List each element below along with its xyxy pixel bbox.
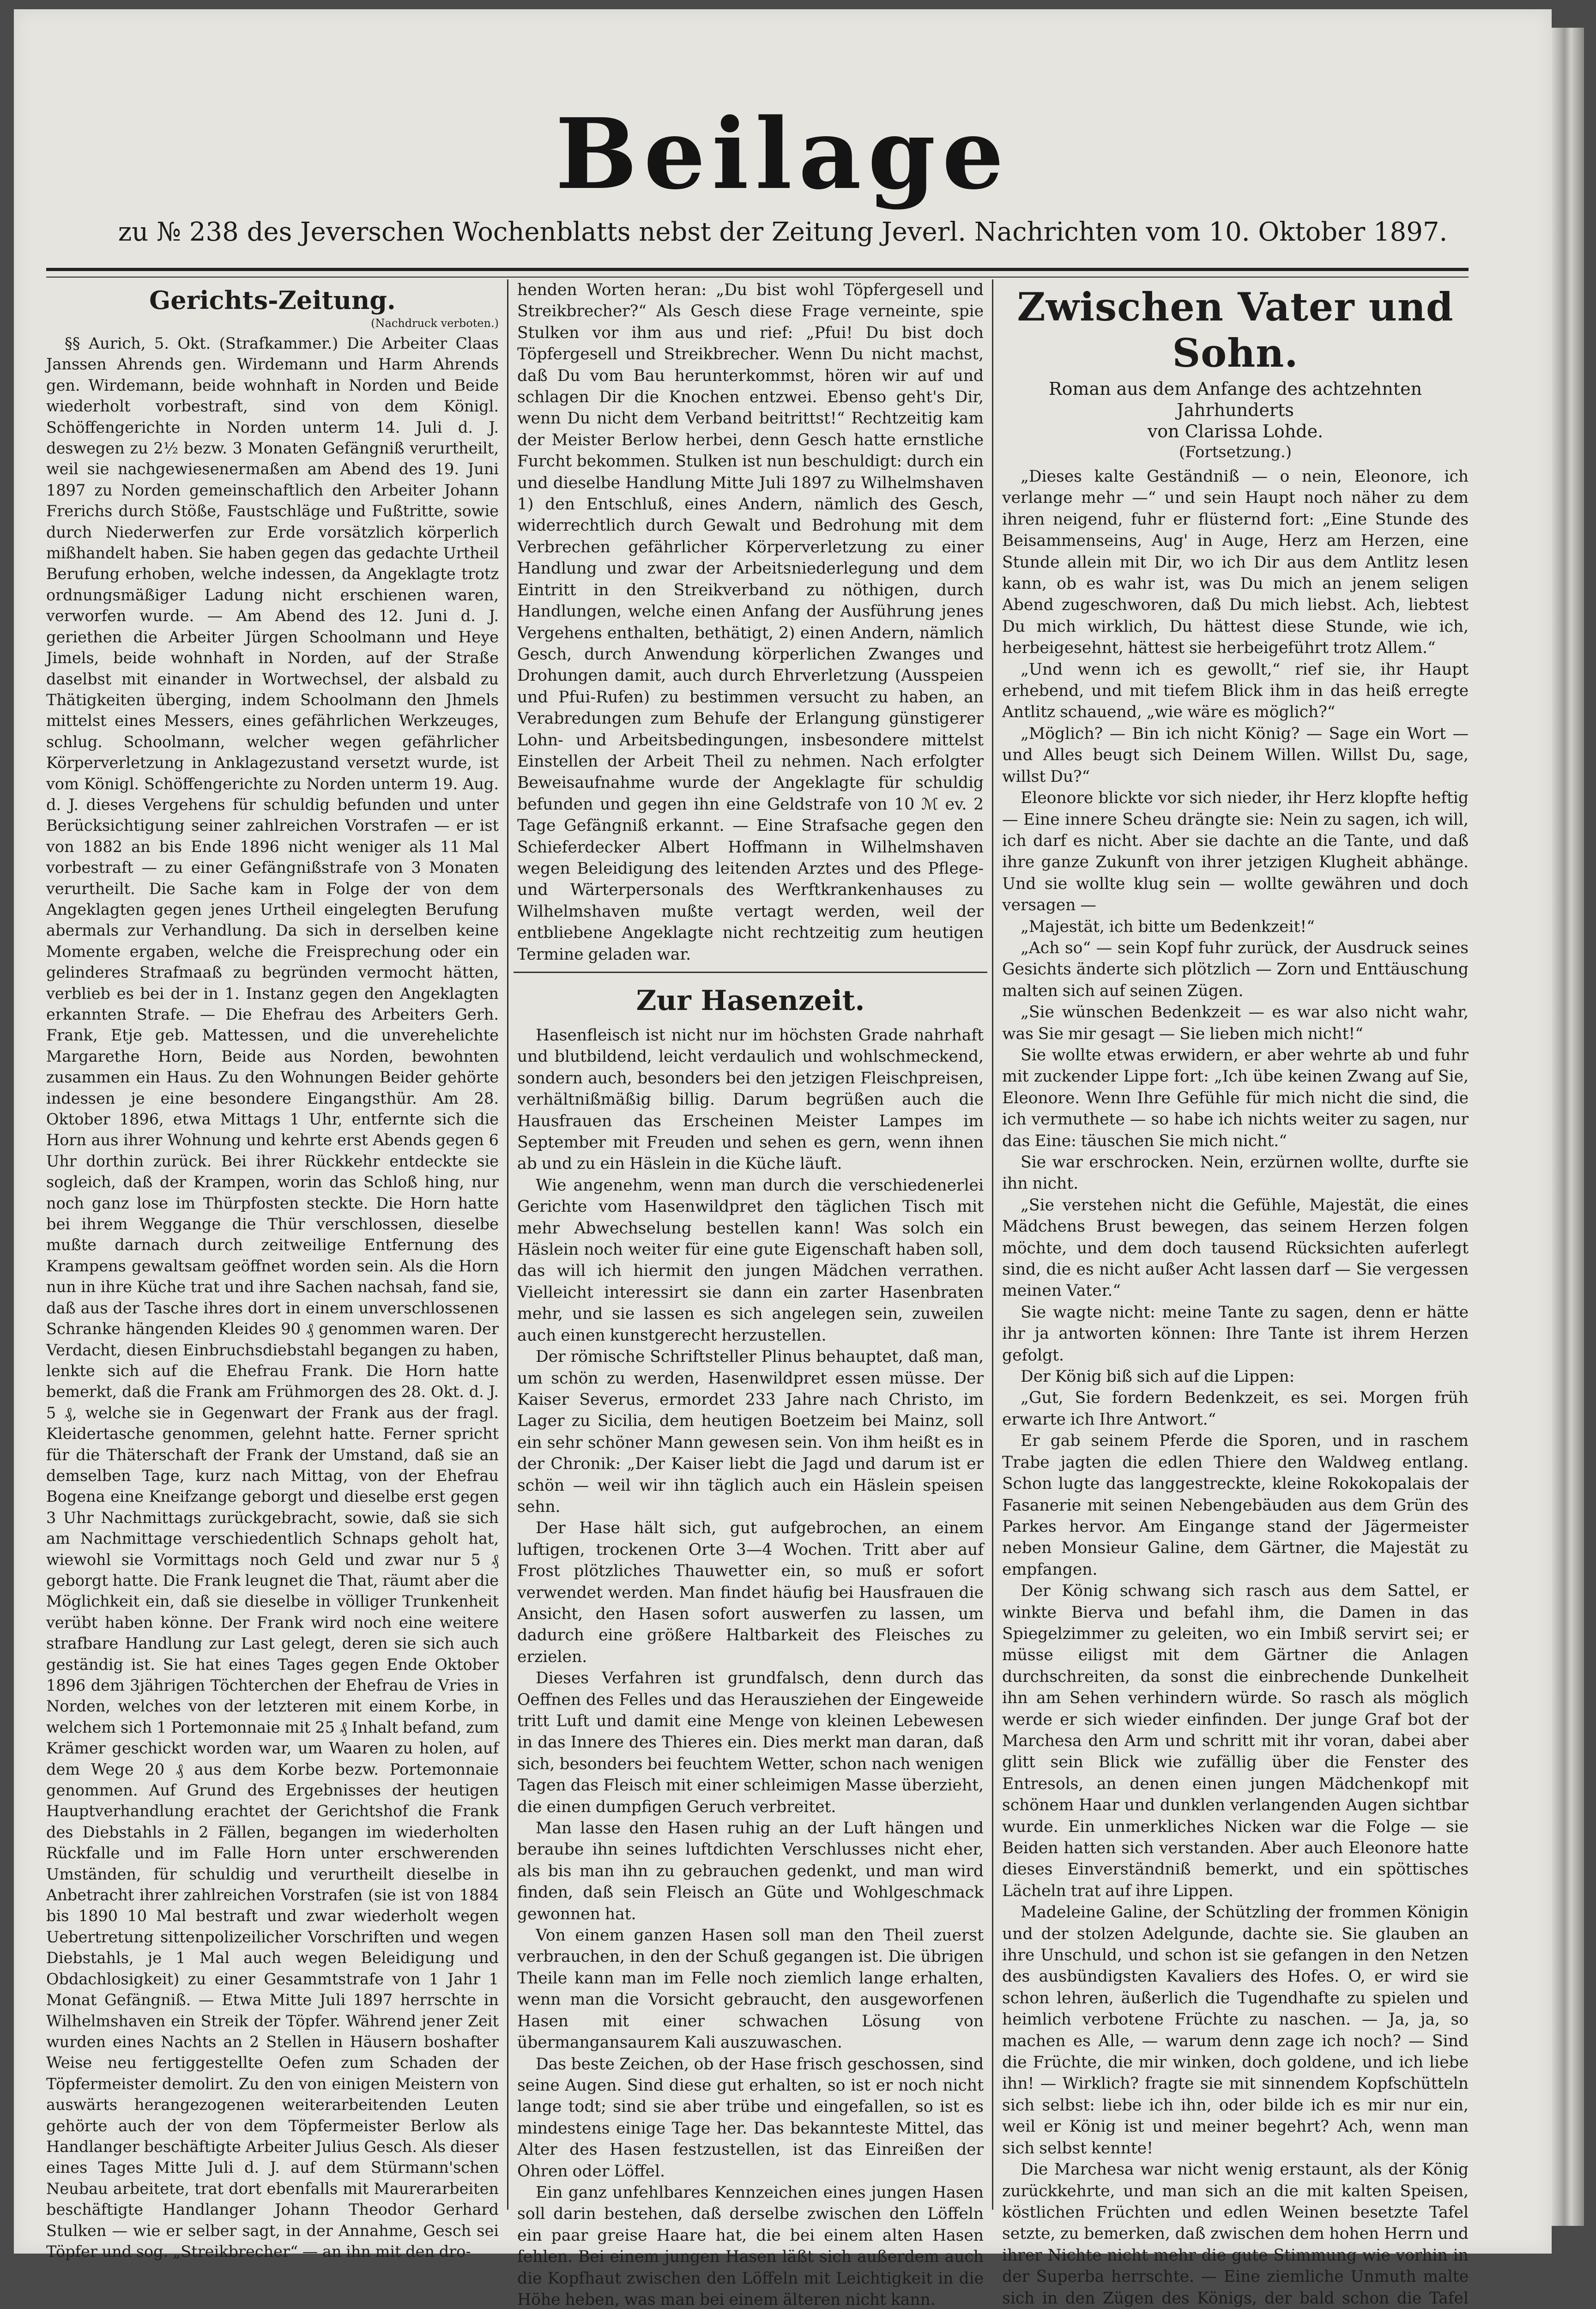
novel-paragraph: „Sie wünschen Bedenkzeit — es war also nicht wahr, was Sie mir gesagt — Sie lieben mich nicht!“ [1002,1003,1469,1043]
novel-paragraph: Sie war erschrocken. Nein, erzürnen wollte, durfte sie ihn nicht. [1002,1153,1469,1193]
novel-paragraph: „Ach so“ — sein Kopf fuhr zurück, der Ausdruck seines Gesichts änderte sich plötzlich — Zorn und Enttäuschung malten sich auf seinen Zügen. [1002,938,1469,1000]
hare-paragraph: Ein ganz unfehlbares Kennzeichen eines jungen Hasen soll darin bestehen, daß derselbe zwischen den Löffeln ein paar greise Haare hat, die bei einem alten Hasen fehlen. Bei einem jungen Hasen läßt sich außerdem auch die Kopfhaut zwischen den Löffeln mit Leichtigkeit in die Höhe heben, was man bei einem älteren nicht kann. [517,2183,984,2309]
column-novel [1002,279,1469,2308]
novel-paragraph: Madeleine Galine, der Schützling der frommen Königin und der stolzen Adelgunde, dachte sie. Sie glauben an ihre Unschuld, und schon ist sie gefangen in den Netzen des ausbündigsten Kavaliers des Hofes. O, er wird sie schon lehren, äußerlich die Tugendhafte zu spielen und heimlich verbotene Früchte zu naschen. — Ja, ja, so machen es Alle, — warum denn zage ich noch? — Sind die Früchte, die mir winken, doch goldene, und ich liebe ihn! — Wirklich? fragte sie mit sinnendem Kopfschütteln sich selbst: liebe ich ihn, oder bilde ich es mir nur ein, weil er König ist und meiner begehrt? Ach, wenn man sich selbst kennte! [1002,1903,1469,2158]
hare-paragraph: Von einem ganzen Hasen soll man den Theil zuerst verbrauchen, in den der Schuß gegangen ist. Die übrigen Theile kann man im Felle noch ziemlich lange erhalten, wenn man die Vorsicht gebraucht, den ausgeworfenen Hasen mit einer schwachen Lösung von übermangansaurem Kali auszuwaschen. [517,1926,984,2052]
newspaper-page [14,9,1552,2309]
novel-paragraph: Sie wagte nicht: meine Tante zu sagen, denn er hätte ihr ja antworten können: Ihre Tante ist ihrem Herzen gefolgt. [1002,1303,1469,1365]
column-middle [517,279,984,2309]
hare-paragraph: Der römische Schriftsteller Plinus behauptet, daß man, um schön zu werden, Hasenwildpret essen müsse. Der Kaiser Severus, ermordet 233 Jahre nach Christo, im Lager zu Sicilia, dem heutigen Boetzeim bei Mainz, soll ein sehr schöner Mann gewesen sein. Von ihm heißt es in der Chronik: „Der Kaiser liebt die Jagd und darum ist er schön — weil wir ihn täglich auch ein Häslein speisen sehn. [517,1348,984,1516]
hare-paragraph: Man lasse den Hasen ruhig an der Luft hängen und beraube ihn seines luftdichten Verschlusses nicht eher, als bis man ihn zu gebrauchen gedenkt, und man wird finden, daß sein Fleisch an Güte und Wohlgeschmack gewonnen hat. [517,1819,984,1923]
novel-paragraph: Der König schwang sich rasch aus dem Sattel, er winkte Bierva und befahl ihm, die Damen in das Spiegelzimmer zu geleiten, wo ein Imbiß servirt sei; er müsse eiligst mit dem Gärtner die Anlagen durchschreiten, da sonst die einbrechende Dunkelheit ihn am Sehen verhindern würde. So rasch als möglich werde er sich wieder einfinden. Der junge Graf bot der Marchesa den Arm und schritt mit ihr voran, dabei aber glitt sein Blick wie zufällig über die Fenster des Entresols, an denen einen jungen Mädchenkopf mit schönem Haar und dunklen verlangenden Augen sichtbar wurde. Ein unmerkliches Nicken war die Folge — sie Beiden hatten sich verstanden. Aber auch Eleonore hatte dieses Einverständniß bemerkt, und ein spöttisches Lächeln trat auf ihre Lippen. [1002,1582,1469,1900]
novel-paragraph: Er gab seinem Pferde die Sporen, und in raschem Trabe jagten die edlen Thiere den Waldweg entlang. Schon lugte das langgestreckte, kleine Rokokopalais der Fasanerie mit seinen Nebengebäuden aus dem Grün des Parkes hervor. Am Eingange stand der Jägermeister neben Monsieur Galine, dem Gärtner, die Majestät zu empfangen. [1002,1432,1469,1579]
novel-paragraph: „Sie verstehen nicht die Gefühle, Majestät, die eines Mädchens Brust bewegen, das seinem Herzen folgen möchte, und dem doch tausend Rücksichten auferlegt sind, die es nicht außer Acht lassen darf — Sie vergessen meinen Vater.“ [1002,1196,1469,1300]
issue-line: zu № 238 des Jeverschen Wochenblatts nebst der Zeitung Jeverl. Nachrichten vom 10. Oktober 1897. [118,217,1448,247]
column-court [46,279,499,2261]
novel-paragraph: Eleonore blickte vor sich nieder, ihr Herz klopfte heftig — Eine innere Scheu drängte sie: Nein zu sagen, ich will, ich darf es nicht. Aber sie dachte an die Tante, und daß ihre ganze Zukunft von ihrer jetzigen Klugheit abhänge. Und sie wollte klug sein — wollte gewähren und doch versagen — [1002,789,1469,915]
column-divider [507,279,508,2210]
reprint-notice: (Nachdruck verboten.) [371,317,499,330]
court-report-text: §§ Aurich, 5. Okt. (Strafkammer.) Die Arbeiter Claas Janssen Ahrends gen. Wirdemann und Harm Ahrends gen. Wirdemann, beide wohnhaft in Norden und Beide wiederholt vorbestraft, sind von dem Königl. Schöffengerichte in Norden unterm 14. Juli d. J. deswegen zu 2½ bezw. 3 Monaten Gefängniß verurtheilt, weil sie nachgewiesenermaßen am Abend des 19. Juni 1897 zu Norden gemeinschaftlich den Arbeiter Johann Frerichs durch Stöße, Faustschläge und Fußtritte, sowie durch Niederwerfen zur Erde vorsätzlich körperlich mißhandelt haben. Sie haben gegen das gedachte Urtheil Berufung erhoben, welche indessen, da Angeklagte trotz ordnungsmäßiger Ladung nicht erschienen waren, verworfen wurde. — Am Abend des 12. Juni d. J. geriethen die Arbeiter Jürgen Schoolmann und Heye Jimels, beide wohnhaft in Norden, auf der Straße daselbst mit einander in Wortwechsel, der alsbald zu Thätigkeiten überging, indem Schoolmann den Jhmels mittelst eines Messers, eines gefährlichen Werkzeuges, schlug. Schoolmann, welcher wegen gefährlicher Körperverletzung in Anklagezustand versetzt wurde, ist vom Königl. Schöffengerichte zu Norden unterm 19. Aug. d. J. dieses Vergehens für schuldig befunden und unter Berücksichtigung seiner zahlreichen Vorstrafen — er ist von 1882 an bis Ende 1896 nicht weniger als 11 Mal vorbestraft — zu einer Gefängnißstrafe von 3 Monaten verurtheilt. Die Sache kam in Folge der von dem Angeklagten gegen jenes Urtheil eingelegten Berufung abermals zur Verhandlung. Da sich in derselben keine Momente ergaben, welche die Freisprechung oder ein gelinderes Strafmaaß zu begründen vermocht hätten, verblieb es bei der in 1. Instanz gegen den Angeklagten erkannten Strafe. — Die Ehefrau des Arbeiters Gerh. Frank, Etje geb. Mattessen, und die unverehelichte Margarethe Horn, Beide aus Norden, bewohnten zusammen ein Haus. Zu den Wohnungen Beider gehörte indessen je eine besondere Eingangsthür. Am 28. Oktober 1896, etwa Mittags 1 Uhr, entfernte sich die Horn aus ihrer Wohnung und kehrte erst Abends gegen 6 Uhr dorthin zurück. Bei ihrer Rückkehr entdeckte sie sogleich, daß der Krampen, worin das Schloß hing, nur noch ganz lose im Thürpfosten steckte. Die Horn hatte bei ihrem Weggange die Thür verschlossen, dieselbe mußte darnach durch zeitweilige Entfernung des Krampens gewaltsam geöffnet worden sein. Als die Horn nun in ihre Küche trat und ihre Sachen nachsah, fand sie, daß aus der Tasche ihres dort in einem unverschlossenen Schranke hängenden Kleides 90 ₰ genommen waren. Der Verdacht, diesen Einbruchsdiebstahl begangen zu haben, lenkte sich auf die Ehefrau Frank. Die Horn hatte bemerkt, daß die Frank am Frühmorgen des 28. Okt. d. J. 5 ₰, welche sie in Gegenwart der Frank aus der fragl. Kleidertasche genommen, gelehnt hatte. Ferner spricht für die Thäterschaft der Frank der Umstand, daß sie an demselben Tage, kurz nach Mittag, von der Ehefrau Bogena eine Kneifzange geborgt und dieselbe erst gegen 3 Uhr Nachmittags zurückgebracht, sowie, daß sie sich am Nachmittage verschiedentlich Schnaps geholt hat, wiewohl sie Vormittags noch Geld und zwar nur 5 ₰ geborgt hatte. Die Frank leugnet die That, räumt aber die Möglichkeit ein, daß sie dieselbe in völliger Trunkenheit verübt haben könne. Der Frank wird noch eine weitere strafbare Handlung zur Last gelegt, deren sie sich auch geständig ist. Sie hat eines Tages gegen Ende Oktober 1896 dem 3jährigen Töchterchen der Ehefrau de Vries in Norden, welches von der letzteren mit einem Korbe, in welchem sich 1 Portemonnaie mit 25 ₰ Inhalt befand, zum Krämer geschickt worden war, um Waaren zu holen, auf dem Wege 20 ₰ aus dem Korbe bezw. Portemonnaie genommen. Auf Grund des Ergebnisses der heutigen Hauptverhandlung erachtet der Gerichtshof die Frank des Diebstahls in 2 Fällen, begangen im wiederholten Rückfalle und im Falle Horn unter erschwerenden Umständen, für schuldig und verurtheilt dieselbe in Anbetracht ihrer zahlreichen Vorstrafen (sie ist von 1884 bis 1890 10 Mal bestraft und zwar wiederholt wegen Uebertretung sittenpolizeilicher Vorschriften und wegen Diebstahls, je 1 Mal auch wegen Beleidigung und Obdachlosigkeit) zu einer Gesammtstrafe von 1 Jahr 1 Monat Gefängniß. — Etwa Mitte Juli 1897 herrschte in Wilhelmshaven ein Streik der Töpfer. Während jener Zeit wurden eines Nachts an 2 Stellen in Häusern boshafter Weise neu fertiggestellte Oefen zum Schaden der Töpfermeister demolirt. Zu den von einigen Meistern von auswärts herangezogenen weiterarbeitenden Leuten gehörte auch der von dem Töpfermeister Berlow als Handlanger beschäftigte Arbeiter Julius Gesch. Als dieser eines Tages Mitte Juli d. J. auf dem Stürmann'schen Neubau arbeitete, trat dort ebenfalls mit Maurerarbeiten beschäftigte Handlanger Johann Theodor Gerhard Stulken — wie er selber sagt, in der Annahme, Gesch sei Töpfer und sog. „Streikbrecher“ — an ihn mit den dro- [46,334,499,2261]
novel-continuation-note: (Fortsetzung.) [1179,443,1292,461]
hare-paragraph: Dieses Verfahren ist grundfalsch, denn durch das Oeffnen des Felles und das Herausziehen der Eingeweide tritt Luft und damit eine Menge von kleinen Lebewesen in das Innere des Thieres ein. Dies merkt man daran, daß sich, besonders bei feuchtem Wetter, schon nach wenigen Tagen das Fleisch mit einer schleimigen Masse überzieht, die einen dumpfigen Geruch verbreitet. [517,1669,984,1816]
hare-paragraph: Hasenfleisch ist nicht nur im höchsten Grade nahrhaft und blutbildend, leicht verdaulich und wohlschmeckend, sondern auch, besonders bei den jetzigen Fleischpreisen, verhältnißmäßig billig. Darum begrüßen auch die Hausfrauen das Erscheinen Meister Lampes im September mit Freuden und sehen es gern, wenn ihnen ab und zu ein Häslein in die Küche läuft. [517,1026,984,1173]
court-heading: Gerichts-Zeitung. [149,285,396,315]
novel-paragraph: „Und wenn ich es gewollt,“ rief sie, ihr Haupt erhebend, und mit tiefem Blick ihm in das heiß erregte Antlitz schauend, „wie wäre es möglich?“ [1002,660,1469,722]
page-title: Beilage [555,97,1010,211]
novel-heading: Zwischen Vater und Sohn. [1017,284,1454,376]
hare-paragraph: Das beste Zeichen, ob der Hase frisch geschossen, sind seine Augen. Sind diese gut erhalten, so ist er noch nicht lange todt; sind sie aber trübe und eingefallen, so ist es mindestens einige Tage her. Das bekannteste Mittel, das Alter des Hasen festzustellen, ist das Einreißen der Ohren oder Löffel. [517,2055,984,2181]
novel-paragraph: „Majestät, ich bitte um Bedenkzeit!“ [1021,917,1315,936]
hare-paragraph: Wie angenehm, wenn man durch die verschiedenerlei Gerichte vom Hasenwildpret den täglichen Tisch mit mehr Abwechselung bestellen kann! Was solch ein Häslein noch weiter für eine gute Eigenschaft haben soll, das will ich hiermit den jungen Mädchen verrathen. Vielleicht interessirt sie dann ein zarter Hasenbraten mehr, und sie lassen es sich angelegen sein, zuweilen auch einen kunstgerecht herzustellen. [517,1176,984,1345]
novel-paragraph: „Gut, Sie fordern Bedenkzeit, es sei. Morgen früh erwarte ich Ihre Antwort.“ [1002,1389,1469,1429]
column-divider [992,279,993,2210]
header-rule [46,268,1469,278]
novel-paragraph: Der König biß sich auf die Lippen: [1021,1367,1295,1386]
hare-paragraph: Der Hase hält sich, gut aufgebrochen, an einem luftigen, trockenen Orte 3—4 Wochen. Tritt aber auf Frost plötzliches Thauwetter ein, so muß er sofort verwendet werden. Man findet häufig bei Hausfrauen die Ansicht, den Hasen sofort auswerfen zu lassen, um dadurch eine größere Haltbarkeit des Fleisches zu erzielen. [517,1519,984,1666]
novel-author: von Clarissa Lohde. [1147,421,1324,441]
court-report-continuation: henden Worten heran: „Du bist wohl Töpfergesell und Streikbrecher?“ Als Gesch diese Frage verneinte, spie Stulken vor ihm aus und rief: „Pfui! Du bist doch Töpfergesell und Streikbrecher. Wenn Du nicht machst, daß Du vom Bau herunterkommst, hören wir auf und schlagen Dir die Knochen entzwei. Ebenso geht's Dir, wenn Du nicht dem Verband beitrittst!“ Rechtzeitig kam der Meister Berlow herbei, denn Gesch hatte ernstliche Furcht bekommen. Stulken ist nun beschuldigt: durch ein und dieselbe Handlung Mitte Juli 1897 zu Wilhelmshaven 1) den Entschluß, eines Andern, nämlich des Gesch, widerrechtlich durch Gewalt und Bedrohung mit dem Verbrechen gefährlicher Körperverletzung zu einer Handlung und zwar der Arbeitsniederlegung und dem Eintritt in den Streikverband zu nöthigen, durch Handlungen, welche einen Anfang der Ausführung jenes Vergehens enthalten, bethätigt, 2) einen Andern, nämlich Gesch, durch Anwendung körperlichen Zwanges und Drohungen damit, auch durch Ehrverletzung (Ausspeien und Pfui-Rufen) zu bestimmen versucht zu haben, an Verabredungen zum Behufe der Erlangung günstigerer Lohn- und Arbeitsbedingungen, insbesondere mittelst Einstellen der Arbeit Theil zu nehmen. Nach erfolgter Beweisaufnahme wurde der Angeklagte für schuldig befunden und gegen ihn eine Geldstrafe von 10 ℳ ev. 2 Tage Gefängniß erkannt. — Eine Strafsache gegen den Schieferdecker Albert Hoffmann in Wilhelmshaven wegen Beleidigung des leitenden Arztes und des Pflege- und Wärterpersonals des Werftkrankenhauses zu Wilhelmshaven mußte vertagt werden, weil der entbliebene Angeklagte nicht rechtzeitig zum heutigen Termine geladen war. [517,281,984,964]
masthead [14,9,1552,268]
novel-paragraph: Die Marchesa war nicht wenig erstaunt, als der König zurückkehrte, und man sich an die mit kalten Speisen, köstlichen Früchten und edlen Weinen besetzte Tafel setzte, zu bemerken, daß zwischen dem hohen Herrn und ihrer Nichte nicht mehr die gute Stimmung wie vorhin in der Superba herrschte. — Eine ziemliche Unmuth malte sich in den Zügen des Königs, der bald schon die Tafel [1002,2160,1469,2308]
novel-subtitle: Roman aus dem Anfange des achtzehnten Jahrhunderts [1048,379,1422,420]
article-separator [514,972,987,973]
novel-paragraph: „Dieses kalte Geständniß — o nein, Eleonore, ich verlange mehr —“ und sein Haupt noch näher zu dem ihren neigend, fuhr er flüsternd fort: „Eine Stunde des Beisammenseins, Aug' in Auge, Herz am Herzen, eine Stunde allein mit Dir, wo ich Dir aus dem Antlitz lesen kann, ob es wahr ist, was Du mich an jenem seligen Abend zugeschworen, daß Du mich liebst. Ach, liebtest Du mich wirklich, Du hättest diese Stunde, wie ich, herbeigesehnt, hättest sie herbeigeführt trotz Allem.“ [1002,467,1469,658]
novel-paragraph: Sie wollte etwas erwidern, er aber wehrte ab und fuhr mit zuckender Lippe fort: „Ich übe keinen Zwang auf Sie, Eleonore. Wenn Ihre Gefühle für mich nicht die sind, die ich vermuthete — so habe ich nichts weiter zu sagen, nur das Eine: täuschen Sie mich nicht.“ [1002,1046,1469,1150]
novel-paragraph: „Möglich? — Bin ich nicht König? — Sage ein Wort — und Alles beugt sich Deinem Willen. Willst Du, sage, willst Du?“ [1002,724,1469,786]
page-edge [1552,28,1584,2226]
hare-heading: Zur Hasenzeit. [636,985,865,1017]
